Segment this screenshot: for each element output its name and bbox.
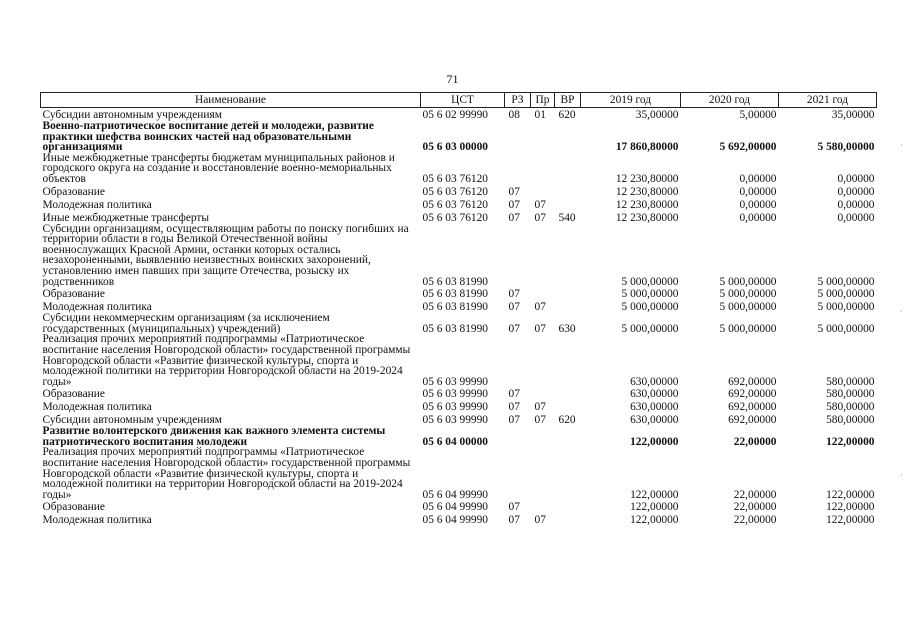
row-vr bbox=[555, 185, 581, 198]
row-value-2021: 5 000,00000 bbox=[817, 275, 875, 288]
row-value-2019: 122,00000 bbox=[630, 488, 679, 501]
row-vr bbox=[555, 224, 581, 288]
row-rz bbox=[505, 447, 531, 500]
row-value-2021: 580,00000 bbox=[826, 401, 875, 414]
table-body bbox=[41, 108, 877, 527]
row-name: Образование bbox=[42, 501, 105, 514]
table-row bbox=[41, 426, 877, 447]
row-vr: 630 bbox=[558, 322, 576, 335]
row-name: Молодежная политика bbox=[42, 401, 152, 414]
row-name: Развитие волонтерского движения как важного элемента системы патриотического воспитания молодежи bbox=[42, 426, 386, 448]
row-vr: 540 bbox=[558, 211, 576, 224]
row-rz: 07 bbox=[508, 501, 520, 514]
table-row bbox=[41, 153, 877, 185]
row-vr bbox=[555, 500, 581, 513]
row-name: Субсидии организациям, осуществляющим работы по поиску погибших на территории области в годы Великой Отечественной войны военнослужащих Красной Армии, останки которых остались незахороненными, выявлению неизвестных воинских захоронений, установлению имен павших при защите Отечества, розыску их родственников bbox=[42, 223, 409, 288]
row-pr: 07 bbox=[534, 401, 546, 414]
row-pr bbox=[531, 447, 555, 500]
scan-artifact: · bbox=[900, 306, 903, 316]
table-row bbox=[41, 313, 877, 334]
row-name: Иные межбюджетные трансферты bbox=[42, 211, 210, 224]
row-pr: 07 bbox=[534, 301, 546, 314]
row-value-2020: 22,00000 bbox=[733, 488, 777, 501]
row-vr: 620 bbox=[558, 414, 576, 427]
row-name: Молодежная политика bbox=[42, 514, 152, 527]
row-cst: 05 6 03 76120 bbox=[422, 172, 488, 185]
row-rz: 08 bbox=[508, 109, 520, 121]
row-value-2020: 5 000,00000 bbox=[719, 275, 777, 288]
table-row bbox=[41, 413, 877, 426]
row-value-2019: 12 230,80000 bbox=[615, 172, 679, 185]
row-value-2020: 22,00000 bbox=[733, 501, 777, 514]
scan-artifact: · bbox=[900, 470, 903, 480]
row-value-2021: 122,00000 bbox=[826, 435, 875, 448]
row-pr bbox=[531, 121, 555, 153]
row-value-2019: 35,00000 bbox=[635, 109, 679, 121]
row-cst: 05 6 03 76120 bbox=[422, 185, 488, 198]
row-cst: 05 6 03 99990 bbox=[422, 375, 488, 388]
table-row bbox=[41, 447, 877, 500]
row-name: Иные межбюджетные трансферты бюджетам муниципальных районов и городского округа на создание и восстановление военно-мемориальных объектов bbox=[42, 152, 395, 185]
row-name: Образование bbox=[42, 388, 105, 401]
row-value-2020: 22,00000 bbox=[733, 435, 777, 448]
row-name: Образование bbox=[42, 185, 105, 198]
row-cst: 05 6 03 99990 bbox=[422, 401, 488, 414]
row-value-2019: 5 000,00000 bbox=[621, 301, 679, 314]
row-value-2019: 12 230,80000 bbox=[615, 185, 679, 198]
row-rz bbox=[505, 224, 531, 288]
row-cst: 05 6 04 99990 bbox=[422, 514, 488, 527]
row-pr: 07 bbox=[534, 322, 546, 335]
row-cst: 05 6 03 81990 bbox=[422, 301, 488, 314]
row-value-2020: 0,00000 bbox=[739, 185, 777, 198]
column-header-cst: ЦСТ bbox=[421, 93, 505, 108]
row-value-2019: 630,00000 bbox=[630, 414, 679, 427]
row-value-2019: 122,00000 bbox=[630, 435, 679, 448]
row-cst: 05 6 02 99990 bbox=[422, 109, 488, 121]
row-rz: 07 bbox=[508, 198, 520, 211]
row-pr: 01 bbox=[534, 109, 546, 121]
scan-artifact: · bbox=[900, 140, 903, 150]
row-cst: 05 6 04 00000 bbox=[422, 435, 488, 448]
row-pr bbox=[531, 426, 555, 447]
row-pr bbox=[531, 153, 555, 185]
row-cst: 05 6 03 99990 bbox=[422, 414, 488, 427]
row-vr bbox=[555, 447, 581, 500]
table-row bbox=[41, 334, 877, 387]
row-name: Молодежная политика bbox=[42, 198, 152, 211]
row-vr bbox=[555, 287, 581, 300]
row-vr bbox=[555, 513, 581, 526]
table-row bbox=[41, 211, 877, 224]
table-row bbox=[41, 400, 877, 413]
row-vr bbox=[555, 400, 581, 413]
row-cst: 05 6 03 76120 bbox=[422, 211, 488, 224]
row-rz bbox=[505, 121, 531, 153]
row-value-2021: 0,00000 bbox=[837, 211, 875, 224]
row-value-2020: 692,00000 bbox=[728, 375, 777, 388]
row-value-2020: 5 000,00000 bbox=[719, 288, 777, 301]
table-row bbox=[41, 513, 877, 526]
row-rz: 07 bbox=[508, 301, 520, 314]
row-cst: 05 6 03 99990 bbox=[422, 388, 488, 401]
table-row bbox=[41, 387, 877, 400]
row-pr bbox=[531, 334, 555, 387]
row-value-2019: 122,00000 bbox=[630, 514, 679, 527]
row-value-2020: 692,00000 bbox=[728, 401, 777, 414]
row-pr: 07 bbox=[534, 211, 546, 224]
row-value-2019: 630,00000 bbox=[630, 375, 679, 388]
row-pr bbox=[531, 224, 555, 288]
row-pr: 07 bbox=[534, 514, 546, 527]
row-vr bbox=[555, 334, 581, 387]
row-value-2020: 0,00000 bbox=[739, 198, 777, 211]
row-value-2019: 12 230,80000 bbox=[615, 198, 679, 211]
row-value-2020: 5 000,00000 bbox=[719, 322, 777, 335]
row-name: Реализация прочих мероприятий подпрограммы «Патриотическое воспитание населения Новгородской области» государственной программы Новгородской области «Развитие физической культуры, спорта и молодежной политики на территории Новгородской области на 2019-2024 годы» bbox=[42, 447, 411, 501]
row-value-2019: 12 230,80000 bbox=[615, 211, 679, 224]
row-value-2021: 0,00000 bbox=[837, 172, 875, 185]
row-value-2019: 5 000,00000 bbox=[621, 322, 679, 335]
row-value-2019: 5 000,00000 bbox=[621, 275, 679, 288]
row-vr bbox=[555, 300, 581, 313]
row-value-2021: 122,00000 bbox=[826, 514, 875, 527]
row-value-2020: 22,00000 bbox=[733, 514, 777, 527]
row-cst: 05 6 03 76120 bbox=[422, 198, 488, 211]
row-pr bbox=[531, 287, 555, 300]
column-header-2020: 2020 год bbox=[681, 93, 779, 108]
row-value-2021: 5 000,00000 bbox=[817, 288, 875, 301]
row-value-2020: 5,00000 bbox=[739, 109, 777, 121]
row-cst: 05 6 03 81990 bbox=[422, 288, 488, 301]
row-vr bbox=[555, 387, 581, 400]
row-value-2021: 580,00000 bbox=[826, 375, 875, 388]
row-value-2020: 692,00000 bbox=[728, 414, 777, 427]
row-pr: 07 bbox=[534, 198, 546, 211]
column-header-pr: Пр bbox=[531, 93, 555, 108]
column-header-vr: ВР bbox=[555, 93, 581, 108]
row-cst: 05 6 04 99990 bbox=[422, 501, 488, 514]
table-header-row bbox=[41, 93, 877, 108]
row-value-2020: 0,00000 bbox=[739, 211, 777, 224]
budget-table bbox=[40, 92, 877, 526]
table-row bbox=[41, 224, 877, 288]
row-rz: 07 bbox=[508, 514, 520, 527]
row-value-2021: 580,00000 bbox=[826, 414, 875, 427]
row-value-2021: 0,00000 bbox=[837, 198, 875, 211]
row-value-2019: 122,00000 bbox=[630, 501, 679, 514]
column-header-2021: 2021 год bbox=[779, 93, 877, 108]
row-value-2020: 5 692,00000 bbox=[719, 141, 777, 153]
row-value-2021: 122,00000 bbox=[826, 501, 875, 514]
column-header-name: Наименование bbox=[41, 93, 421, 108]
row-rz: 07 bbox=[508, 185, 520, 198]
row-vr bbox=[555, 153, 581, 185]
row-name: Молодежная политика bbox=[42, 301, 152, 314]
row-vr bbox=[555, 198, 581, 211]
row-cst: 05 6 03 81990 bbox=[422, 275, 488, 288]
row-vr bbox=[555, 121, 581, 153]
row-rz: 07 bbox=[508, 322, 520, 335]
row-value-2021: 35,00000 bbox=[831, 109, 875, 121]
row-rz bbox=[505, 153, 531, 185]
row-rz: 07 bbox=[508, 288, 520, 301]
row-rz bbox=[505, 334, 531, 387]
row-value-2020: 692,00000 bbox=[728, 388, 777, 401]
table-row bbox=[41, 198, 877, 211]
row-name: Субсидии автономным учреждениям bbox=[42, 109, 222, 121]
row-value-2021: 580,00000 bbox=[826, 388, 875, 401]
row-value-2020: 5 000,00000 bbox=[719, 301, 777, 314]
row-name: Реализация прочих мероприятий подпрограммы «Патриотическое воспитание населения Новгородской области» государственной программы Новгородской области «Развитие физической культуры, спорта и молодежной политики на территории Новгородской области на 2019-2024 годы» bbox=[42, 334, 411, 388]
row-rz: 07 bbox=[508, 401, 520, 414]
row-value-2021: 5 000,00000 bbox=[817, 322, 875, 335]
row-name: Военно-патриотическое воспитание детей и молодежи, развитие практики шефства воинских частей над образовательными организациями bbox=[42, 121, 374, 153]
row-value-2021: 122,00000 bbox=[826, 488, 875, 501]
table-row bbox=[41, 121, 877, 153]
row-cst: 05 6 04 99990 bbox=[422, 488, 488, 501]
row-value-2019: 5 000,00000 bbox=[621, 288, 679, 301]
row-value-2019: 17 860,80000 bbox=[615, 141, 679, 153]
row-rz: 07 bbox=[508, 211, 520, 224]
table-row bbox=[41, 185, 877, 198]
row-value-2020: 0,00000 bbox=[739, 172, 777, 185]
row-rz: 07 bbox=[508, 414, 520, 427]
row-pr bbox=[531, 500, 555, 513]
row-vr: 620 bbox=[558, 109, 576, 121]
table-row bbox=[41, 287, 877, 300]
row-cst: 05 6 03 81990 bbox=[422, 322, 488, 335]
row-name: Образование bbox=[42, 288, 105, 301]
page-number: 71 bbox=[446, 72, 459, 86]
row-vr bbox=[555, 426, 581, 447]
table-row bbox=[41, 108, 877, 122]
row-value-2019: 630,00000 bbox=[630, 401, 679, 414]
row-value-2019: 630,00000 bbox=[630, 388, 679, 401]
row-rz bbox=[505, 426, 531, 447]
row-value-2021: 0,00000 bbox=[837, 185, 875, 198]
row-cst: 05 6 03 00000 bbox=[422, 141, 488, 153]
row-pr bbox=[531, 185, 555, 198]
row-name: Субсидии автономным учреждениям bbox=[42, 414, 222, 427]
table-row bbox=[41, 300, 877, 313]
column-header-2019: 2019 год bbox=[581, 93, 681, 108]
column-header-rz: РЗ bbox=[505, 93, 531, 108]
row-value-2021: 5 000,00000 bbox=[817, 301, 875, 314]
row-value-2021: 5 580,00000 bbox=[817, 141, 875, 153]
row-pr bbox=[531, 387, 555, 400]
table-row bbox=[41, 500, 877, 513]
row-name: Субсидии некоммерческим организациям (за исключением государственных (муниципальных) учреждений) bbox=[42, 313, 330, 335]
row-rz: 07 bbox=[508, 388, 520, 401]
row-pr: 07 bbox=[534, 414, 546, 427]
